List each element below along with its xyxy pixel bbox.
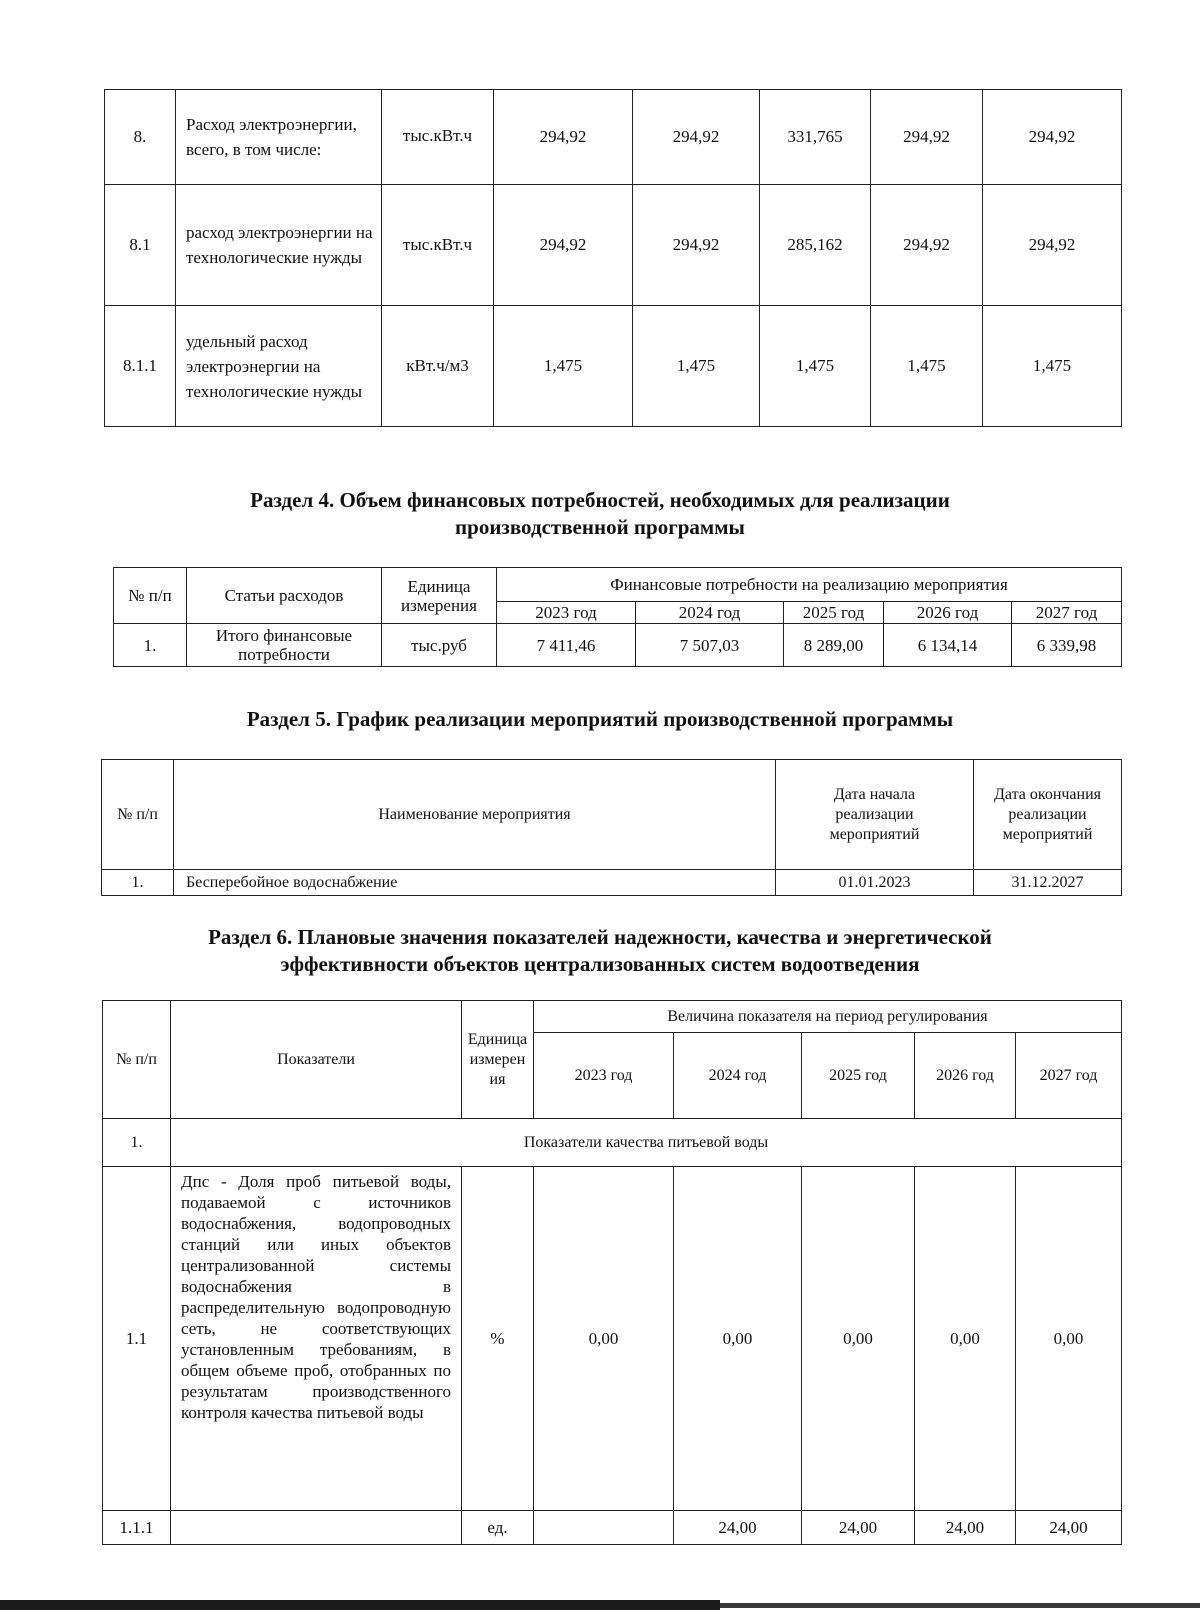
header-num: № п/п xyxy=(102,760,174,870)
section6-title xyxy=(0,924,1200,978)
value-cell: 0,00 xyxy=(802,1167,915,1511)
row-number: 1. xyxy=(102,870,174,896)
year-header: 2023 год xyxy=(497,602,636,624)
value-cell: 294,92 xyxy=(633,90,760,185)
value-cell: 294,92 xyxy=(494,185,633,306)
value-cell: 1,475 xyxy=(871,306,983,427)
section4-title-line2: производственной программы xyxy=(455,515,745,539)
value-cell: 24,00 xyxy=(802,1511,915,1545)
row-number: 8.1 xyxy=(105,185,176,306)
year-header: 2026 год xyxy=(884,602,1012,624)
energy-consumption-table xyxy=(104,89,1122,427)
value-cell: 0,00 xyxy=(674,1167,802,1511)
value-cell: 0,00 xyxy=(1016,1167,1122,1511)
header-name: Наименование мероприятия xyxy=(174,760,776,870)
row-unit: тыс.кВт.ч xyxy=(382,185,494,306)
value-cell: 0,00 xyxy=(534,1167,674,1511)
schedule-table xyxy=(101,759,1122,896)
row-indicator xyxy=(171,1511,462,1545)
year-header: 2025 год xyxy=(784,602,884,624)
row-item: Итого финансовые потребности xyxy=(187,624,382,667)
value-cell: 1,475 xyxy=(494,306,633,427)
row-number: 8. xyxy=(105,90,176,185)
row-name: Бесперебойное водоснабжение xyxy=(174,870,776,896)
section6-title-line2: эффективности объектов централизованных систем водоотведения xyxy=(280,952,920,976)
year-header: 2024 год xyxy=(674,1033,802,1119)
value-cell: 8 289,00 xyxy=(784,624,884,667)
row-unit: % xyxy=(462,1167,534,1511)
table-row xyxy=(105,185,1122,306)
group-row xyxy=(103,1119,1122,1167)
table-row xyxy=(102,870,1122,896)
value-cell: 6 134,14 xyxy=(884,624,1012,667)
row-end: 31.12.2027 xyxy=(974,870,1122,896)
header-row xyxy=(114,568,1122,602)
row-unit: кВт.ч/м3 xyxy=(382,306,494,427)
table-row xyxy=(105,90,1122,185)
header-group: Финансовые потребности на реализацию мероприятия xyxy=(497,568,1122,602)
value-cell: 1,475 xyxy=(983,306,1122,427)
value-cell: 1,475 xyxy=(633,306,760,427)
header-indicator: Показатели xyxy=(171,1001,462,1119)
value-cell: 0,00 xyxy=(915,1167,1016,1511)
header-item: Статьи расходов xyxy=(187,568,382,624)
section5-title: Раздел 5. График реализации мероприятий производственной программы xyxy=(246,707,954,731)
header-unit: Единица измерения xyxy=(382,568,497,624)
value-cell: 24,00 xyxy=(1016,1511,1122,1545)
value-cell: 294,92 xyxy=(983,185,1122,306)
header-row xyxy=(103,1001,1122,1033)
row-number: 1.1.1 xyxy=(103,1511,171,1545)
value-cell: 294,92 xyxy=(633,185,760,306)
value-cell: 285,162 xyxy=(760,185,871,306)
indicators-table xyxy=(102,1000,1122,1545)
header-num: № п/п xyxy=(114,568,187,624)
header-unit-text: Единица измерения xyxy=(467,1030,528,1088)
table-row xyxy=(103,1167,1122,1511)
header-end-text: Дата окончания реализации мероприятий xyxy=(993,785,1102,843)
value-cell: 7 411,46 xyxy=(497,624,636,667)
row-unit: тыс.руб xyxy=(382,624,497,667)
value-cell: 24,00 xyxy=(674,1511,802,1545)
header-end xyxy=(974,760,1122,870)
row-unit: тыс.кВт.ч xyxy=(382,90,494,185)
header-group: Величина показателя на период регулирования xyxy=(534,1001,1122,1033)
year-header: 2023 год xyxy=(534,1033,674,1119)
section4-title xyxy=(0,487,1200,541)
scan-edge-bar-secondary xyxy=(720,1603,1200,1608)
section4-title-line1: Раздел 4. Объем финансовых потребностей, необходимых для реализации xyxy=(250,488,950,512)
header-unit xyxy=(462,1001,534,1119)
value-cell: 331,765 xyxy=(760,90,871,185)
year-header: 2026 год xyxy=(915,1033,1016,1119)
group-label: Показатели качества питьевой воды xyxy=(171,1119,1122,1167)
row-number: 8.1.1 xyxy=(105,306,176,427)
value-cell: 1,475 xyxy=(760,306,871,427)
year-header: 2027 год xyxy=(1016,1033,1122,1119)
value-cell: 6 339,98 xyxy=(1012,624,1122,667)
value-cell: 294,92 xyxy=(983,90,1122,185)
year-header: 2024 год xyxy=(636,602,784,624)
header-start xyxy=(776,760,974,870)
value-cell: 294,92 xyxy=(494,90,633,185)
financial-needs-table xyxy=(113,567,1122,667)
row-indicator: Дпс - Доля проб питьевой воды, подаваемой с источников водоснабжения, водопроводных станций или иных объектов централизованной системы водоснабжения в распределительную водопроводную сеть, не соответствующих установленным требованиям, в общем объеме проб, отобранных по результатам производственного контроля качества питьевой воды xyxy=(171,1167,462,1511)
section6-title-line1: Раздел 6. Плановые значения показателей надежности, качества и энергетической xyxy=(208,925,992,949)
scan-edge-bar xyxy=(0,1600,720,1610)
year-header: 2025 год xyxy=(802,1033,915,1119)
row-name: расход электроэнергии на технологические нужды xyxy=(176,185,382,306)
row-name: удельный расход электроэнергии на технологические нужды xyxy=(176,306,382,427)
value-cell: 294,92 xyxy=(871,185,983,306)
row-name: Расход электроэнергии, всего, в том числе: xyxy=(176,90,382,185)
header-num: № п/п xyxy=(103,1001,171,1119)
row-number: 1. xyxy=(114,624,187,667)
row-unit: ед. xyxy=(462,1511,534,1545)
header-start-text: Дата начала реализации мероприятий xyxy=(829,785,920,843)
value-cell: 294,92 xyxy=(871,90,983,185)
row-number: 1.1 xyxy=(103,1167,171,1511)
group-number: 1. xyxy=(103,1119,171,1167)
value-cell: 7 507,03 xyxy=(636,624,784,667)
value-cell xyxy=(534,1511,674,1545)
value-cell: 24,00 xyxy=(915,1511,1016,1545)
table-row xyxy=(105,306,1122,427)
year-header: 2027 год xyxy=(1012,602,1122,624)
table-row xyxy=(103,1511,1122,1545)
row-start: 01.01.2023 xyxy=(776,870,974,896)
header-row xyxy=(102,760,1122,870)
table-row xyxy=(114,624,1122,667)
